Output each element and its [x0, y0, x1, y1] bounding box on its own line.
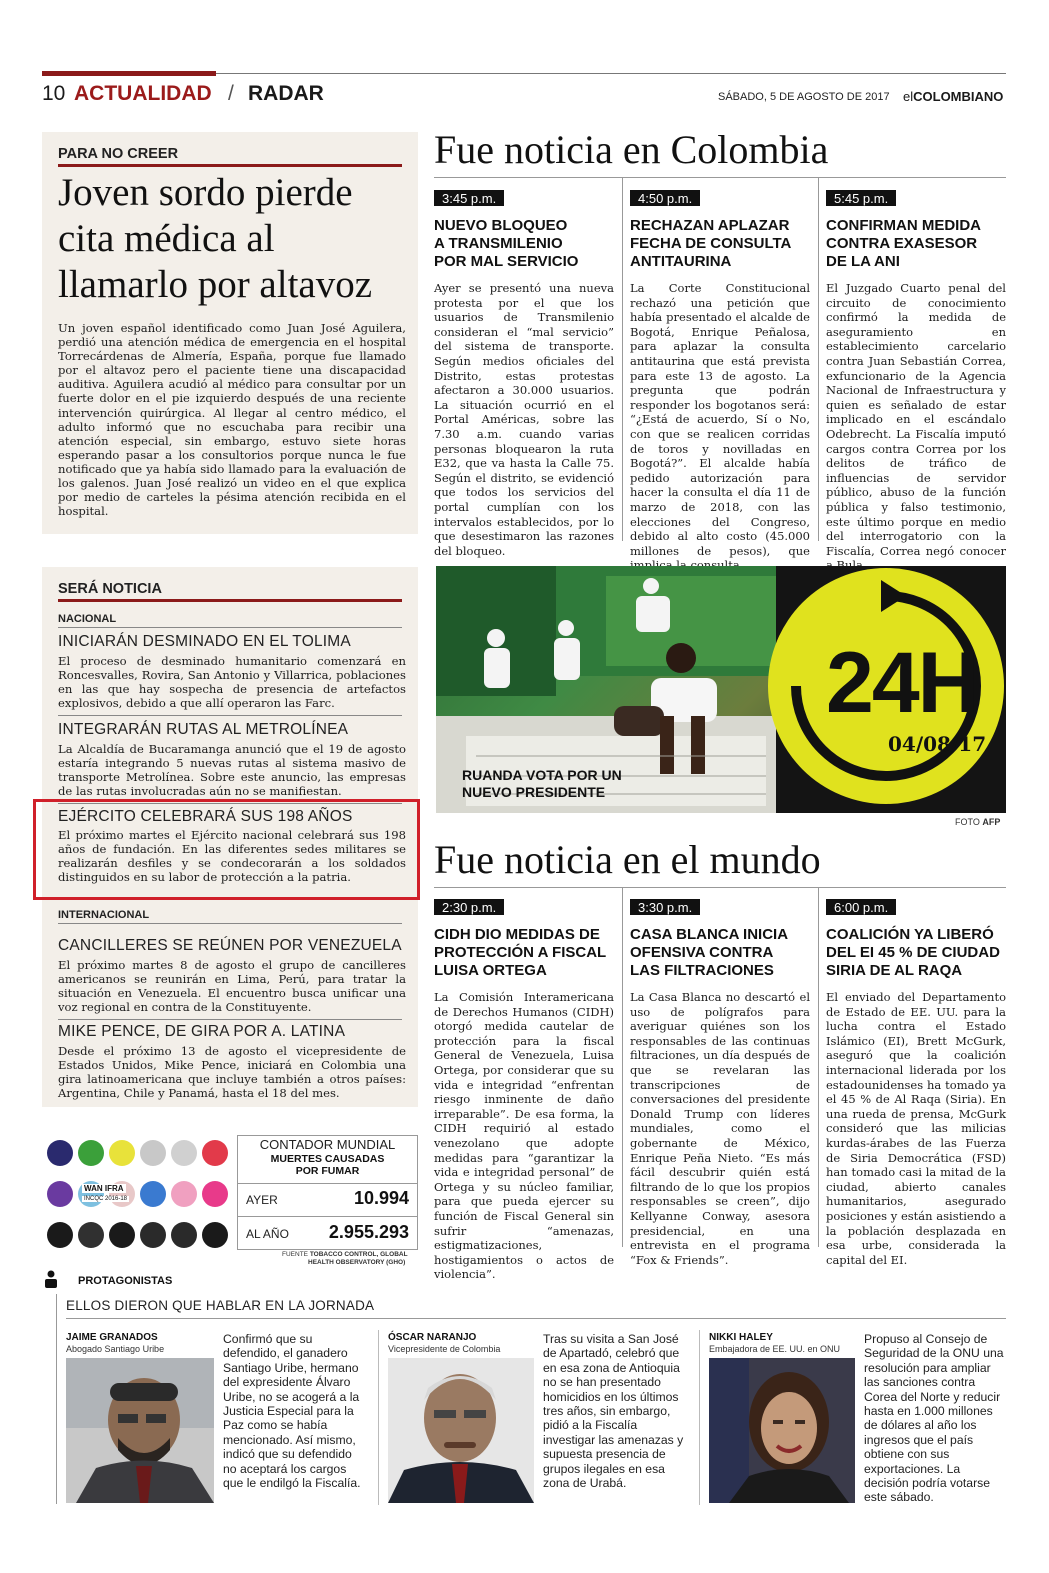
news-title-line: CONFIRMAN MEDIDA: [826, 217, 981, 234]
news-title-line: A TRANSMILENIO: [434, 235, 563, 252]
news-title-line: ANTITAURINA: [630, 253, 732, 270]
news-title-line: FECHA DE CONSULTA: [630, 235, 792, 252]
news-title-line: SIRIA DE AL RAQA: [826, 962, 963, 979]
brief-body: El próximo martes 8 de agosto el grupo de cancilleres americanos se reunirán en Lima, Perú, para tratar la situación en Venezuela. El encuentro busca unificar una voz regional en contra de la Constituyente.: [58, 958, 406, 1015]
counter-row-label: AYER: [246, 1193, 278, 1207]
news-title: [630, 926, 810, 980]
news-title-line: CONTRA EXASESOR: [826, 235, 978, 252]
protagonistas-vrule: [56, 1294, 57, 1504]
protagonist-text: Propuso al Consejo de Seguridad de la ONU una resolución para ampliar las sanciones contra Corea del Norte y reducir hasta en 1.000 millones de dólares al año los ingresos que el país obtiene con sus exportaciones. La decisión podría votarse este sábado.: [864, 1332, 1004, 1505]
badge-24h: 24H: [826, 635, 978, 731]
color-swatch: [78, 1222, 104, 1248]
counter-row-label: AL AÑO: [246, 1227, 289, 1241]
section-separator: /: [228, 82, 234, 105]
column-divider: [818, 887, 819, 1247]
news-title-line: NUEVO BLOQUEO: [434, 217, 568, 234]
brief-title: INICIARÁN DESMINADO EN EL TOLIMA: [58, 633, 351, 650]
colombia-column-2: [630, 188, 810, 573]
internacional-label: INTERNACIONAL: [58, 909, 150, 921]
credit-label: FOTO: [955, 817, 980, 827]
issue-date: SÁBADO, 5 DE AGOSTO DE 2017: [718, 91, 890, 103]
time-badge: 3:30 p.m.: [630, 899, 700, 915]
protagonist-role: Embajadora de EE. UU. en ONU: [709, 1344, 841, 1354]
mundo-column-3: [826, 897, 1006, 1267]
kicker-rule: [58, 599, 402, 602]
protagonist-portrait: [709, 1358, 855, 1503]
print-color-bar: [44, 1136, 230, 1254]
protagonist-name: ÓSCAR NARANJO: [388, 1332, 477, 1343]
source-line: TOBACCO CONTROL, GLOBAL: [309, 1251, 408, 1258]
color-swatch: [140, 1181, 166, 1207]
protagonistas-kicker: PROTAGONISTAS: [78, 1275, 173, 1287]
credit-name: AFP: [982, 817, 1001, 827]
counter-rule: [238, 1183, 417, 1184]
protagonist-portrait: [66, 1358, 214, 1503]
news-body: La Comisión Interamericana de Derechos Humanos (CIDH) otorgó medida cautelar de protección para la fiscal General de Venezuela, Luisa Ortega, por considerar que su vida e integridad “enfrentan riesgo inminente de daño irreparable”. De esa forma, la CIDH requirió al estado venezolano que adopte medidas para “garantizar la vida e integridad personal” de Ortega y su núcleo familiar, para que pueda ejercer su función de Fiscal General sin sufrir “amenazas, estigmatizaciones, hostigamientos o actos de violencia”.: [434, 990, 614, 1282]
protagonist-card: [709, 1330, 1006, 1505]
protagonist-divider: [699, 1330, 700, 1505]
time-badge: 4:50 p.m.: [630, 190, 700, 206]
news-title-line: COALICIÓN YA LIBERÓ: [826, 926, 994, 943]
brief-rule: [58, 715, 402, 716]
brief-rule: [58, 1019, 402, 1020]
color-swatch: [202, 1222, 228, 1248]
title-line: cita médica al: [58, 217, 275, 260]
news-photo: [436, 566, 1006, 813]
color-swatch: [78, 1140, 104, 1166]
news-title: [826, 926, 1006, 980]
category-rule: [58, 923, 402, 924]
mundo-rule: [434, 887, 1006, 888]
news-title: [630, 217, 810, 271]
color-swatch: [109, 1222, 135, 1248]
protagonist-role: Abogado Santiago Uribe: [66, 1344, 165, 1354]
protagonist-text: Confirmó que su defendido, el ganadero Santiago Uribe, hermano del expresidente Álvaro Uribe, no se acogerá a la Justicia Especial para la Paz como se había mencionado. Así mismo, indicó que su defendido no aceptará los cargos que le endilgó la Fiscalía.: [223, 1332, 361, 1491]
mundo-column-2: [630, 897, 810, 1267]
news-title-line: PROTECCIÓN A FISCAL: [434, 944, 607, 961]
person-icon: [44, 1270, 58, 1288]
color-swatch: [171, 1140, 197, 1166]
colombia-heading: Fue noticia en Colombia: [434, 127, 829, 172]
news-title-line: DEL EI 45 % DE CIUDAD: [826, 944, 1000, 961]
protagonist-card: [66, 1330, 366, 1505]
time-badge: 6:00 p.m.: [826, 899, 896, 915]
news-body: Ayer se presentó una nueva protesta por el que los usuarios de Transmilenio consideran el “mal servicio” del sistema de transporte. Según medios oficiales del Distrito, estas protestas afectaron a 30.000 usuarios. La situación ocurrió en el Portal Américas, sobre las 7.30 a.m. cuando varias personas bloquearon la ruta E32, que va hasta la Calle 75. Según el distrito, se evidenció que todos los servicios del portal cumplían con los intervalos establecidos, por lo que desestimaron las razones del bloqueo.: [434, 281, 614, 558]
highlight-box: [33, 799, 420, 900]
time-badge: 3:45 p.m.: [434, 190, 504, 206]
brief-body: La Alcaldía de Bucaramanga anunció que el 19 de agosto estaría integrando 5 nuevas rutas al sistema masivo de transporte Metrolínea. Sobre este anuncio, las empresas de las rutas involucradas aún no se manifiestan.: [58, 742, 406, 799]
protagonistas-rule: [66, 1318, 1006, 1319]
color-swatch: [140, 1222, 166, 1248]
wan-ifra-logo: WAN IFRA: [84, 1184, 124, 1193]
news-body: El Juzgado Cuarto penal del circuito de conocimiento confirmó la medida de aseguramiento en establecimiento carcelario contra Juan Sebastián Correa, exfuncionario de la Agencia Nacional de Infraestructura y quien es señalado de estar implicado en el escándalo Odebrecht. La Fiscalía imputó cargos contra Correa por los delitos de tráfico de influencias de servidor público, abuso de la función pública y falso testimonio, este último porque en medio del interrogatorio con la Fiscalía, Correa negó conocer: [826, 281, 1006, 558]
photo-credit: [955, 817, 1000, 827]
column-divider: [622, 177, 623, 541]
para-no-creer-kicker: PARA NO CREER: [58, 146, 179, 162]
news-body: La Corte Constitucional rechazó una petición que había presentado el alcalde de Bogotá, Enrique Peñalosa, para aplazar la consulta antitaurina que está prevista para este 13 de agosto. La pregunta que podrán responder los bogotanos será: “¿Está de acuerdo, Sí o No, con que se realicen corridas de toros y novilladas en Bogotá?”. El alcalde había pedido autorización para hacer la consulta el día 11 de marzo de 2018, con las elecciones del Congreso, debido al alto costo (45.000 millones de pesos), que: [630, 281, 810, 558]
header-accent-bar: [42, 71, 216, 76]
news-title-line: CASA BLANCA INICIA: [630, 926, 789, 943]
counter-subtitle-line: POR FUMAR: [295, 1165, 360, 1177]
section-title: ACTUALIDAD: [74, 82, 212, 105]
color-swatch: [202, 1140, 228, 1166]
news-body: La Casa Blanca no descartó el uso de polígrafos para averiguar quiénes son los responsables de las continuas filtraciones, un día después de que se revelaran las transcripciones de conversaciones del presidente Donald Trump con líderes mundiales, como el gobernante de México, Enrique Peña Nieto. “Es más fácil descubrir quién está filtrando de lo que los propios responsables se creen”, dijo Kellyanne Conway, asesora presidencial, en una entrevista en el programa “Fox & Friends”.: [630, 990, 810, 1267]
title-line: Joven sordo pierde: [58, 171, 353, 214]
brief-title: INTEGRARÁN RUTAS AL METROLÍNEA: [58, 721, 349, 738]
news-title-line: CIDH DIO MEDIDAS DE: [434, 926, 600, 943]
brief-title: EJÉRCITO CELEBRARÁ SUS 198 AÑOS: [58, 808, 353, 825]
protagonist-card: [388, 1330, 688, 1505]
protagonist-role: Vicepresidente de Colombia: [388, 1344, 501, 1354]
category-rule: [58, 627, 402, 628]
counter-source: [282, 1251, 408, 1267]
protagonist-name: NIKKI HALEY: [709, 1332, 773, 1343]
counter-row-value: 10.994: [353, 1188, 409, 1208]
sera-noticia-kicker: SERÁ NOTICIA: [58, 581, 162, 597]
news-title-line: OFENSIVA CONTRA: [630, 944, 774, 961]
news-body: El enviado del Departamento de Estado de EE. UU. para la lucha contra el Estado Islámico (EI), Brett McGurk, aseguró que la coalición internacional liderada por los estadounidenses ha tomado ya el 45 % de Al Raqa (Siria). En una rueda de prensa, McGurk consideró que las milicias kurdas-árabes de las Fuerza de Siria Democrática (FSD) han tomado casi la mitad de la ciudad, abierto canales humanitarios, asegurado posiciones y están asistiendo a la población desplazada en esa urbe, considerada la capital del EI.: [826, 990, 1006, 1267]
counter-row-value: 2.955.293: [328, 1222, 409, 1242]
mundo-heading: Fue noticia en el mundo: [434, 837, 821, 882]
subsection-title: RADAR: [248, 82, 324, 105]
photo-caption: [462, 767, 622, 801]
quality-code: INCQC 2016-18: [84, 1196, 128, 1202]
news-title-line: LUISA ORTEGA: [434, 962, 547, 979]
brand-prefix: el: [903, 89, 914, 104]
news-title-line: RECHAZAN APLAZAR: [630, 217, 790, 234]
colombia-column-1: [434, 188, 614, 558]
color-swatch: [47, 1222, 73, 1248]
protagonistas-subtitle: ELLOS DIERON QUE HABLAR EN LA JORNADA: [66, 1298, 375, 1313]
news-title: [826, 217, 1006, 271]
news-title: [434, 217, 614, 271]
color-swatch: [171, 1222, 197, 1248]
column-divider: [622, 887, 623, 1247]
color-swatch: [109, 1140, 135, 1166]
column-divider: [818, 177, 819, 541]
brief-body: El próximo martes el Ejército nacional celebrará sus 198 años de fundación. En las diferentes sedes militares se realizarán desfiles y se condecorarán a los soldados distinguidos en su labor de protección a la patria.: [58, 828, 406, 885]
newspaper-brand: [903, 89, 1003, 104]
page-number: 10: [42, 82, 66, 105]
colombia-column-3: [826, 188, 1006, 573]
color-swatches: [44, 1136, 230, 1254]
counter-subtitle-line: MUERTES CAUSADAS: [270, 1153, 385, 1165]
caption-line: RUANDA VOTA POR UN: [462, 767, 622, 783]
source-label: FUENTE: [282, 1251, 308, 1258]
counter-title: CONTADOR MUNDIAL: [259, 1137, 396, 1152]
news-title-line: LAS FILTRACIONES: [630, 962, 774, 979]
brief-title: CANCILLERES SE REÚNEN POR VENEZUELA: [58, 937, 402, 954]
color-swatch: [47, 1140, 73, 1166]
protagonist-portrait: [388, 1358, 534, 1503]
kicker-rule: [58, 164, 402, 167]
protagonist-divider: [378, 1330, 379, 1505]
news-title-line: POR MAL SERVICIO: [434, 253, 579, 270]
title-line: llamarlo por altavoz: [58, 263, 373, 306]
protagonist-text: Tras su visita a San José de Apartadó, celebró que en esa zona de Antioquia no se han presentado homicidios en los últimos tres años, sin embargo, pidió a la Fiscalía investigar las amenazas y supuesta presencia de grupos ilegales en esa zona de Urabá.: [543, 1332, 684, 1491]
time-badge: 2:30 p.m.: [434, 899, 504, 915]
color-swatch: [202, 1181, 228, 1207]
article-body: Un joven español identificado como Juan José Aguilera, perdió una atención médica de emergencia en el hospital Torrecárdenas de Almería, España, porque fue llamado por el altavoz pero el paciente tiene una discapacidad auditiva. Aguilera acudió al médico para consultar por un fuerte dolor en el pie izquierdo después de una reciente intervención quirúrgica. Al llegar al centro médico, el adulto informó que no escuchaba para recibir una atención especial, sin embargo, estuvo siete horas esperando pasar a los consultorios porque nunca le fue notificado que ya había sido llamado para la evaluación de los galenos. Juan José realizó un video en el que explica por medio de carteles la pésima atención recibida en el hospital.: [58, 321, 406, 519]
source-line: HEALTH OBSERVATORY (GHO): [308, 1259, 406, 1266]
counter-rule: [238, 1216, 417, 1217]
news-title-line: DE LA ANI: [826, 253, 900, 270]
mundo-column-1: [434, 897, 614, 1282]
brief-title: MIKE PENCE, DE GIRA POR A. LATINA: [58, 1023, 346, 1040]
colombia-rule: [434, 177, 1006, 178]
counter-subtitle: [238, 1153, 417, 1177]
color-swatch: [140, 1140, 166, 1166]
time-badge: 5:45 p.m.: [826, 190, 896, 206]
caption-line: NUEVO PRESIDENTE: [462, 784, 606, 800]
brief-body: El proceso de desminado humanitario comenzará en Roncesvalles, Rovira, San Antonio y Villarrica, poblaciones en las que hay sospecha de presencia de artefactos explosivos, debido a que allí operaron las Farc.: [58, 654, 406, 711]
badge-date: 04/08/17: [888, 732, 987, 756]
brand-name: COLOMBIANO: [913, 89, 1004, 104]
news-title: [434, 926, 614, 980]
brief-body: Desde el próximo 13 de agosto el vicepresidente de Estados Unidos, Mike Pence, iniciará en Colombia una gira latinoamericana que incluye también a otros países: Argentina, Chile y Panamá, hasta el 18 del mes.: [58, 1044, 406, 1101]
protagonist-name: JAIME GRANADOS: [66, 1332, 158, 1343]
para-no-creer-box: [42, 132, 418, 534]
world-counter: [237, 1135, 418, 1250]
color-swatch: [171, 1181, 197, 1207]
article-title: [58, 170, 408, 308]
color-swatch: [47, 1181, 73, 1207]
nacional-label: NACIONAL: [58, 613, 117, 625]
